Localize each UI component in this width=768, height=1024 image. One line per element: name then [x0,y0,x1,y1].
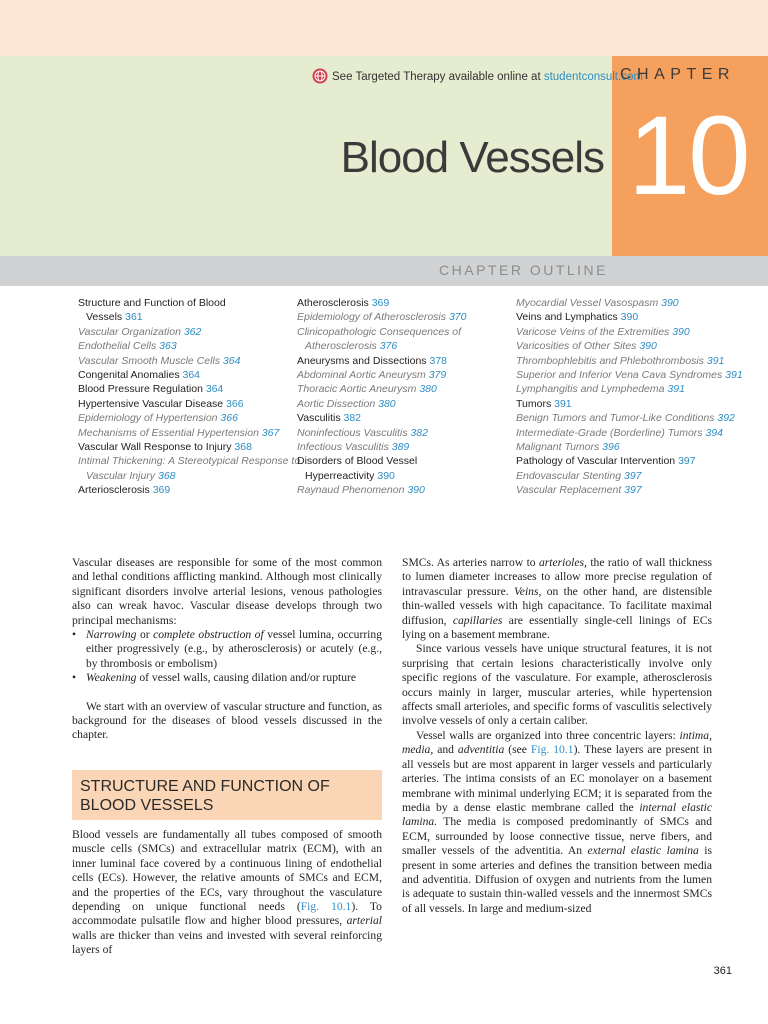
outline-subentry[interactable] [516,440,726,454]
outline-page-number: 364 [205,383,224,396]
outline-page-number: 370 [448,311,467,324]
outline-entry-label: Thrombophlebitis and Phlebothrombosis [516,354,707,367]
outline-entry-label: Vascular Injury [86,469,158,482]
outline-entry-label: Malignant Tumors [516,441,603,454]
bullet-item [72,628,382,671]
outline-page-number: 397 [623,469,642,482]
outline-entry[interactable] [78,397,288,411]
outline-page-number: 368 [234,441,252,454]
outline-entry-label: Abdominal Aortic Aneurysm [297,369,429,382]
text-run: on the other hand, are distensible thin-walled vessels with high capacitance. To facilitate maximal diffusion, [402,584,712,627]
outline-page-number: 396 [602,441,620,454]
right-paragraph-3 [402,729,712,916]
bullet-emphasis: Weakening [86,671,137,685]
outline-page-number: 391 [706,354,725,367]
outline-entry[interactable] [297,296,502,310]
outline-entry[interactable] [78,483,288,497]
outline-subentry[interactable] [78,354,288,368]
outline-entry-label: Vascular Smooth Muscle Cells [78,354,223,367]
outline-column-1 [78,296,301,498]
online-notice [312,68,643,87]
outline-subentry[interactable] [78,339,288,353]
text-run: is present in some arteries and defines the transition between media and adventitia. Diffusion of oxygen and nutrients from the lumen is adequate to sustain thin-walled vessels and the innermost SMCs of all vessels. In large and medium-sized [402,844,712,915]
text-emphasis: arterial [346,914,382,928]
bullet-emphasis: complete obstruction of [153,628,264,642]
outline-entry-label: Epidemiology of Hypertension [78,412,221,425]
outline-page-number: 390 [407,484,425,497]
section-paragraph [72,828,382,958]
outline-page-number: 392 [717,412,735,425]
outline-entry-label: Thoracic Aortic Aneurysm [297,383,420,396]
outline-subentry[interactable] [516,354,726,368]
online-text: See Targeted Therapy available online at [332,71,544,83]
outline-page-number: 394 [705,426,723,439]
outline-entry-label: Vascular Wall Response to Injury [78,441,235,454]
bullet-dot: • [72,671,77,685]
text-emphasis: intima, media, [402,728,712,757]
outline-entry-label: Disorders of Blood Vessel [297,455,418,468]
outline-entry[interactable] [297,469,502,483]
outline-entry-label: Varicosities of Other Sites [516,340,640,353]
page-number: 361 [713,965,732,977]
text-run: (see [504,743,531,757]
outline-entry-label: Superior and Inferior Vena Cava Syndromes [516,369,726,382]
outline-entry[interactable] [78,368,288,382]
outline-entry-label: Mechanisms of Essential Hypertension [78,426,262,439]
outline-page-number: 391 [554,397,572,410]
chapter-title: Blood Vessels [340,133,604,182]
text-run: ). These layers are present in all vessels but are most apparent in larger vessels and particularly arteries. The intima consists of an EC monolayer on a basement membrane with minimal underlying ECM; it is separated from the media by a dense elastic membrane called the [402,743,712,814]
figure-link[interactable]: Fig. 10.1 [300,900,352,914]
outline-column-3 [516,296,743,498]
outline-entry-label: Infectious Vasculitis [297,441,392,454]
figure-link[interactable]: Fig. 10.1 [530,743,574,757]
outline-entry[interactable] [297,454,502,468]
outline-entry[interactable] [297,354,502,368]
outline-bar [0,256,768,286]
outline-entry-label: Tumors [516,397,555,410]
outline-page-number: 380 [378,397,396,410]
outline-page-number: 382 [410,426,428,439]
bullet-text: of vessel walls, causing dilation and/or rupture [136,671,357,685]
outline-page-number: 369 [152,484,171,497]
text-emphasis: capillaries [452,613,503,627]
outline-page-number: 368 [157,469,176,482]
outline-entry-label: Vessels [86,311,126,324]
outline-subentry[interactable] [516,325,726,339]
outline-entry-label: Veins and Lymphatics [516,311,621,324]
text-run: and [433,743,458,757]
outline-page-number: 397 [678,455,696,468]
outline-page-number: 397 [624,484,642,497]
outline-page-number: 382 [343,412,362,425]
outline-subentry[interactable] [516,368,743,382]
text-emphasis: internal elastic lamina. [402,800,712,829]
outline-subentry[interactable] [516,339,726,353]
outline-entry-label: Vascular Organization [78,325,184,338]
outline-entry[interactable] [78,296,288,310]
outline-page-number: 366 [220,412,238,425]
outline-subentry[interactable] [516,483,726,497]
body-right-column [402,556,712,916]
outline-page-number: 391 [725,369,743,382]
outline-entry-label: Clinicopathologic Consequences of [297,325,462,338]
text-run: the ratio of wall thickness to lumen diameter increases to allow more precise regulation of intravascular pressure. [402,556,712,598]
outline-entry[interactable] [297,411,502,425]
outline-entry-label: Aneurysms and Dissections [297,354,430,367]
outline-column-2 [297,296,502,498]
outline-entry[interactable] [516,397,726,411]
outline-entry-label: Congenital Anomalies [78,369,183,382]
bullet-text: or [136,628,154,642]
outline-subentry[interactable] [516,296,726,310]
outline-page-number: 390 [377,469,395,482]
text-emphasis: external elastic lamina [587,844,699,858]
text-emphasis: adventitia [457,743,505,757]
text-run: Vessel walls are organized into three concentric layers: [416,728,680,742]
right-paragraph-1 [402,556,712,642]
bullet-text: vessel lumina, occurring either progressively (e.g., by atherosclerosis) or acutely (e.g., by thrombosis or embolism) [86,628,382,670]
outline-page-number: 390 [639,340,657,353]
outline-entry-label: Endothelial Cells [78,340,160,353]
outline-entry-label: Vascular Replacement [516,484,625,497]
outline-entry-label: Hypertensive Vascular Disease [78,397,227,410]
chapter-word: CHAPTER [620,66,735,83]
outline-subentry[interactable] [516,411,735,425]
outline-label: CHAPTER OUTLINE [439,262,608,278]
outline-entry-label: Atherosclerosis [297,297,372,309]
outline-subentry[interactable] [78,469,288,483]
outline-subentry[interactable] [297,310,502,324]
outline-entry-label: Blood Pressure Regulation [78,383,206,396]
outline-entry-label: Pathology of Vascular Intervention [516,455,679,468]
outline-entry-label: Noninfectious Vasculitis [297,426,411,439]
chapter-number: 10 [628,93,749,218]
outline-subentry[interactable] [516,469,726,483]
outline-page-number: 362 [183,325,202,338]
outline-subentry[interactable] [78,325,288,339]
outline-entry-label: Intermediate-Grade (Borderline) Tumors [516,426,706,439]
right-paragraph-2: Since various vessels have unique structural features, it is not surprising that certain lesions characteristically involve only specific regions of the vasculature. For example, atherosclerosis occurs mainly in larger, muscular arteries, while hypertension affects small arterioles, and specific forms of vasculitis selectively involve vessels of only a certain caliber. [402,642,712,728]
outline-subentry[interactable] [78,426,288,440]
outline-subentry[interactable] [297,368,502,382]
outline-subentry[interactable] [297,325,502,339]
outline-entry-label: Lymphangitis and Lymphedema [516,383,668,396]
text-run: ). To accommodate pulsatile flow and higher blood pressures, [72,900,382,928]
bullet-dot: • [72,628,77,642]
outline-page-number: 361 [125,311,143,324]
outline-subentry[interactable] [297,426,502,440]
outline-page-number: 379 [428,369,447,382]
outline-entry-label: Structure and Function of Blood [78,297,226,309]
top-band [0,0,768,56]
bullet-item [72,671,382,685]
outline-subentry[interactable] [297,440,502,454]
outline-entry-label: Myocardial Vessel Vasospasm [516,297,662,309]
outline-subentry[interactable] [78,454,301,468]
outline-entry-label: Raynaud Phenomenon [297,484,408,497]
outline-page-number: 364 [222,354,241,367]
outline-entry-label: Atherosclerosis [305,340,380,353]
globe-icon [312,68,328,87]
outline-page-number: 367 [261,426,280,439]
text-emphasis: arterioles, [538,556,587,569]
outline-subentry[interactable] [78,411,288,425]
outline-entry-label: Aortic Dissection [297,397,379,410]
outline-page-number: 366 [226,397,244,410]
outline-page-number: 389 [391,441,410,454]
outline-entry-label: Vasculitis [297,412,344,425]
outline-page-number: 391 [667,383,685,396]
intro-paragraph: Vascular diseases are responsible for some of the most common and lethal conditions afflicting mankind. Although most clinically significant disorders involve arterial lesions, venous pathologies also can wreak havoc. Vascular disease develops through two principal mechanisms: [72,556,382,627]
outline-subentry[interactable] [297,382,502,396]
overview-paragraph: We start with an overview of vascular structure and function, as background for the diseases of blood vessels discussed in the chapter. [72,699,382,742]
text-run: The media is composed predominantly of SMCs and ECM, surrounded by loose connective tissue, nerve fibers, and smaller vessels of the adventitia. An [402,815,712,858]
outline-entry[interactable] [78,440,288,454]
outline-subentry[interactable] [516,426,726,440]
outline-entry-label: Intimal Thickening: A Stereotypical Response to [78,455,301,468]
studentconsult-link[interactable]: studentconsult.com [543,71,643,83]
outline-page-number: 380 [419,383,437,396]
outline-subentry[interactable] [516,382,726,396]
outline-subentry[interactable] [297,483,502,497]
outline-subentry[interactable] [297,397,502,411]
outline-page-number: 364 [182,369,201,382]
bullet-emphasis: Narrowing [86,628,137,642]
text-run: walls are thicker than veins and invested with several reinforcing layers of [72,928,382,957]
text-emphasis: Veins, [514,584,542,598]
outline-entry-label: Benign Tumors and Tumor-Like Conditions [516,412,718,425]
outline-page-number: 376 [379,340,398,353]
outline-page-number: 390 [661,297,679,309]
outline-entry-label: Epidemiology of Atherosclerosis [297,311,449,324]
outline-entry-label: Arteriosclerosis [78,484,153,497]
section-paragraph-column [72,828,382,958]
outline-subentry[interactable] [297,339,502,353]
outline-entry-label: Endovascular Stenting [516,469,624,482]
body-left-column [72,556,382,743]
section-heading: STRUCTURE AND FUNCTION OF BLOOD VESSELS [80,778,330,814]
outline-entry-label: Hyperreactivity [305,469,378,482]
outline-entry[interactable] [78,382,288,396]
outline-page-number: 390 [672,325,690,338]
outline-page-number: 378 [429,354,448,367]
outline-page-number: 390 [620,311,639,324]
text-run: Blood vessels are fundamentally all tubes composed of smooth muscle cells (SMCs) and extracellular matrix (ECM), with an inner luminal face covered by a continuous lining of endothelial cells (ECs). However, the relative amounts of SMCs and ECM, and the properties of the ECs, vary throughout the vasculature depending on unique functional needs ( [72,828,382,914]
text-run: are essentially single-cell linings of ECs lying on a basement membrane. [402,613,712,642]
outline-entry-label: Varicose Veins of the Extremities [516,325,673,338]
outline-page-number: 369 [371,297,390,309]
outline-page-number: 363 [159,340,177,353]
outline-entry[interactable] [516,310,726,324]
text-run: SMCs. As arteries narrow to [402,556,539,569]
outline-entry[interactable] [78,310,288,324]
outline-entry[interactable] [516,454,726,468]
